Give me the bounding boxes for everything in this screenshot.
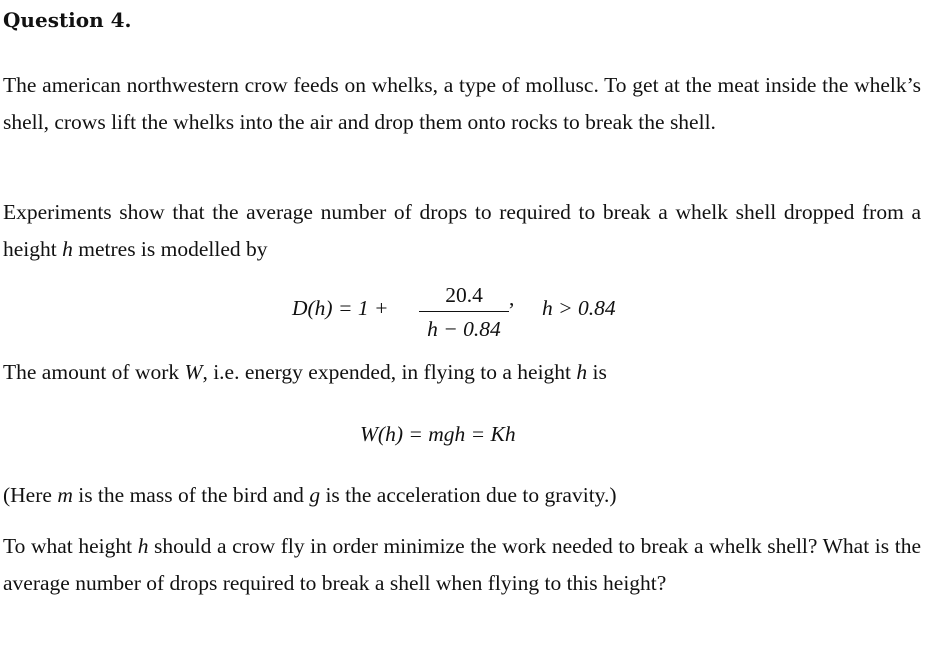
gravity-variable: g [309, 483, 321, 507]
work-paragraph [3, 354, 921, 391]
work-text-2: , i.e. energy expended, in flying to a height [202, 360, 577, 384]
fraction-bar [419, 311, 509, 312]
equation-comma: , [509, 286, 515, 310]
task-text-2: should a crow fly in order minimize the work needed to break a whelk shell? What is the average number of drops required to break a shell when flying to this height? [3, 534, 921, 595]
equation-fraction [419, 281, 509, 343]
task-paragraph [3, 528, 921, 602]
equation-condition: h > 0.84 [542, 296, 616, 320]
model-paragraph [3, 194, 921, 268]
height-variable: h [576, 360, 588, 384]
question-heading: Question 4. [3, 8, 132, 32]
task-text-1: To what height [3, 534, 138, 558]
fraction-numerator: 20.4 [445, 283, 483, 307]
model-text-end: metres is modelled by [72, 237, 268, 261]
work-equation: W(h) = mgh = Kh [360, 422, 516, 446]
note-text-3: is the acceleration due to gravity.) [320, 483, 617, 507]
note-text-2: is the mass of the bird and [72, 483, 310, 507]
mass-variable: m [57, 483, 73, 507]
model-text-start: Experiments show that the average number of drops to required to break a whelk shell dropped from a height [3, 200, 921, 261]
intro-paragraph: The american northwestern crow feeds on whelks, a type of mollusc. To get at the meat inside the whelk’s shell, crows lift the whelks into the air and drop them onto rocks to break the shell. [3, 73, 921, 134]
equation-lhs: D(h) = 1 + [292, 296, 389, 320]
work-text-1: The amount of work [3, 360, 185, 384]
height-variable: h [62, 237, 73, 261]
work-variable: W [184, 360, 203, 384]
height-variable: h [137, 534, 149, 558]
note-paragraph [3, 477, 921, 514]
note-text-1: (Here [3, 483, 58, 507]
work-text-3: is [587, 360, 607, 384]
fraction-denominator: h − 0.84 [427, 317, 501, 341]
